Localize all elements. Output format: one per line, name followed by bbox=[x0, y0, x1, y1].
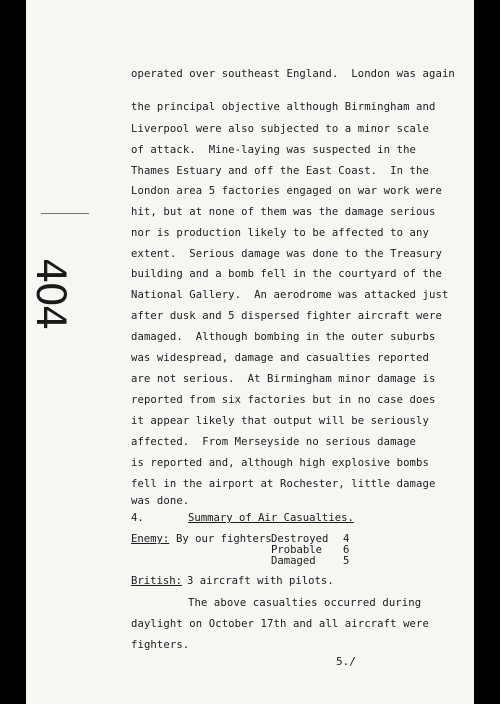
enemy-by-fighters: By our fighters bbox=[176, 533, 272, 545]
body-line: was widespread, damage and casualties reported bbox=[131, 352, 429, 364]
body-line: affected. From Merseyside no serious damage bbox=[131, 436, 417, 448]
body-line: London area 5 factories engaged on war work were bbox=[131, 185, 442, 197]
body-line: was done. bbox=[131, 495, 190, 507]
casualty-damaged-value: 5 bbox=[343, 555, 350, 567]
page-number: 5./ bbox=[336, 655, 356, 668]
body-line: reported from six factories but in no case does bbox=[131, 394, 436, 406]
body-line: damaged. Although bombing in the outer suburbs bbox=[131, 331, 436, 343]
body-line: fell in the airport at Rochester, little damage bbox=[131, 478, 436, 490]
body-line: the principal objective although Birmingham and bbox=[131, 101, 436, 113]
body-line: Liverpool were also subjected to a minor scale bbox=[131, 123, 429, 135]
body-line: operated over southeast England. London was again bbox=[131, 68, 455, 80]
casualty-damaged-label: Damaged bbox=[271, 555, 316, 567]
british-text: 3 aircraft with pilots. bbox=[187, 575, 334, 587]
body-line: are not serious. At Birmingham minor damage is bbox=[131, 373, 436, 385]
margin-handwritten-note: 404 bbox=[27, 258, 73, 329]
british-label: British: bbox=[131, 575, 183, 587]
body-line: it appear likely that output will be seriously bbox=[131, 415, 429, 427]
margin-rule bbox=[41, 213, 89, 214]
body-line: is reported and, although high explosive bombs bbox=[131, 457, 429, 469]
body-line: building and a bomb fell in the courtyard of the bbox=[131, 268, 442, 280]
closing-line: The above casualties occurred during bbox=[188, 597, 422, 609]
body-line: National Gallery. An aerodrome was attacked just bbox=[131, 289, 449, 301]
body-line: extent. Serious damage was done to the Treasury bbox=[131, 248, 442, 260]
casualty-destroyed-label: Destroyed bbox=[271, 533, 329, 545]
closing-line: fighters. bbox=[131, 639, 190, 651]
section-number: 4. bbox=[131, 512, 144, 524]
section-title: Summary of Air Casualties. bbox=[188, 512, 354, 524]
body-line: of attack. Mine-laying was suspected in the bbox=[131, 144, 417, 156]
body-line: Thames Estuary and off the East Coast. In the bbox=[131, 165, 429, 177]
casualty-probable-label: Probable bbox=[271, 544, 323, 556]
body-line: after dusk and 5 dispersed fighter aircraft were bbox=[131, 310, 442, 322]
casualty-destroyed-value: 4 bbox=[343, 533, 350, 545]
casualty-probable-value: 6 bbox=[343, 544, 350, 556]
body-line: nor is production likely to be affected to any bbox=[131, 227, 429, 239]
closing-line: daylight on October 17th and all aircraft were bbox=[131, 618, 429, 630]
body-line: hit, but at none of them was the damage serious bbox=[131, 206, 436, 218]
enemy-label: Enemy: bbox=[131, 533, 170, 545]
